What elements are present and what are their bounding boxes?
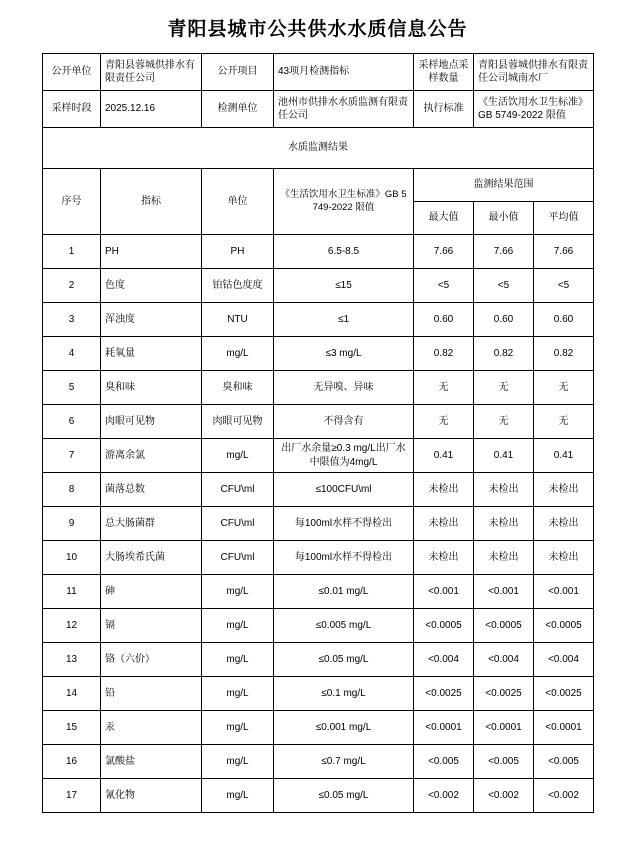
cell-index: 10 — [43, 541, 101, 575]
cell-index: 11 — [43, 575, 101, 609]
cell-standard: ≤15 — [274, 269, 414, 303]
table-row — [43, 745, 594, 779]
cell-index: 15 — [43, 711, 101, 745]
cell-standard: ≤0.1 mg/L — [274, 677, 414, 711]
cell-max: <0.0025 — [414, 677, 474, 711]
header-standard: 《生活饮用水卫生标准》GB 5749-2022 限值 — [274, 169, 414, 235]
cell-avg: <0.005 — [534, 745, 594, 779]
cell-standard: 出厂水余量≥0.3 mg/L出厂水中限值为4mg/L — [274, 439, 414, 473]
cell-indicator: 菌落总数 — [101, 473, 202, 507]
cell-indicator: 氰化物 — [101, 779, 202, 813]
cell-index: 1 — [43, 235, 101, 269]
water-quality-table — [42, 53, 594, 813]
info-value-test-unit: 池州市供排水水质监测有限责任公司 — [274, 91, 414, 128]
info-value-sample-period: 2025.12.16 — [101, 91, 202, 128]
cell-unit: mg/L — [202, 779, 274, 813]
table-row — [43, 507, 594, 541]
header-range: 监测结果范围 — [414, 169, 594, 202]
cell-standard: ≤0.05 mg/L — [274, 643, 414, 677]
cell-avg: 0.60 — [534, 303, 594, 337]
cell-avg: 未检出 — [534, 507, 594, 541]
cell-standard: ≤3 mg/L — [274, 337, 414, 371]
cell-indicator: 肉眼可见物 — [101, 405, 202, 439]
cell-index: 3 — [43, 303, 101, 337]
cell-standard: ≤0.7 mg/L — [274, 745, 414, 779]
cell-indicator: 镉 — [101, 609, 202, 643]
table-row — [43, 405, 594, 439]
table-row — [43, 473, 594, 507]
cell-avg: 未检出 — [534, 473, 594, 507]
header-min: 最小值 — [474, 202, 534, 235]
cell-min: <0.0025 — [474, 677, 534, 711]
info-value-public-unit: 青阳县蓉城供排水有限责任公司 — [101, 54, 202, 91]
table-row — [43, 609, 594, 643]
cell-max: 无 — [414, 405, 474, 439]
cell-max: 0.41 — [414, 439, 474, 473]
info-value-sample-site: 青阳县蓉城供排水有限责任公司城南水厂 — [474, 54, 594, 91]
info-value-standard: 《生活饮用水卫生标准》GB 5749-2022 限值 — [474, 91, 594, 128]
cell-avg: 无 — [534, 405, 594, 439]
cell-max: <0.0005 — [414, 609, 474, 643]
table-row — [43, 439, 594, 473]
cell-avg: <0.0001 — [534, 711, 594, 745]
cell-avg: 0.82 — [534, 337, 594, 371]
cell-indicator: 浑浊度 — [101, 303, 202, 337]
info-label-standard: 执行标准 — [414, 91, 474, 128]
cell-max: 0.82 — [414, 337, 474, 371]
table-row — [43, 643, 594, 677]
cell-min: <5 — [474, 269, 534, 303]
cell-min: 未检出 — [474, 507, 534, 541]
header-indicator: 指标 — [101, 169, 202, 235]
cell-avg: <0.001 — [534, 575, 594, 609]
cell-unit: mg/L — [202, 677, 274, 711]
info-label-public-project: 公开项目 — [202, 54, 274, 91]
cell-max: <0.0001 — [414, 711, 474, 745]
cell-avg: <0.004 — [534, 643, 594, 677]
cell-unit: mg/L — [202, 439, 274, 473]
cell-indicator: PH — [101, 235, 202, 269]
cell-max: <0.001 — [414, 575, 474, 609]
cell-indicator: 总大肠菌群 — [101, 507, 202, 541]
header-unit: 单位 — [202, 169, 274, 235]
cell-avg: <0.002 — [534, 779, 594, 813]
cell-indicator: 砷 — [101, 575, 202, 609]
info-label-sample-site: 采样地点采样数量 — [414, 54, 474, 91]
cell-min: <0.002 — [474, 779, 534, 813]
cell-min: 未检出 — [474, 473, 534, 507]
header-index: 序号 — [43, 169, 101, 235]
cell-max: 未检出 — [414, 541, 474, 575]
table-row — [43, 541, 594, 575]
cell-standard: 每100ml水样不得检出 — [274, 507, 414, 541]
cell-avg: 7.66 — [534, 235, 594, 269]
cell-max: 0.60 — [414, 303, 474, 337]
cell-standard: ≤1 — [274, 303, 414, 337]
cell-max: <0.002 — [414, 779, 474, 813]
cell-max: <5 — [414, 269, 474, 303]
cell-index: 13 — [43, 643, 101, 677]
cell-max: <0.004 — [414, 643, 474, 677]
cell-unit: CFU\ml — [202, 473, 274, 507]
cell-unit: NTU — [202, 303, 274, 337]
cell-unit: CFU\ml — [202, 541, 274, 575]
cell-index: 2 — [43, 269, 101, 303]
cell-min: <0.0001 — [474, 711, 534, 745]
cell-indicator: 铬（六价） — [101, 643, 202, 677]
cell-index: 9 — [43, 507, 101, 541]
cell-index: 5 — [43, 371, 101, 405]
table-row — [43, 303, 594, 337]
cell-min: 0.41 — [474, 439, 534, 473]
cell-max: 7.66 — [414, 235, 474, 269]
cell-unit: mg/L — [202, 711, 274, 745]
info-label-public-unit: 公开单位 — [43, 54, 101, 91]
cell-unit: mg/L — [202, 643, 274, 677]
cell-index: 17 — [43, 779, 101, 813]
table-row — [43, 677, 594, 711]
header-avg: 平均值 — [534, 202, 594, 235]
cell-min: <0.001 — [474, 575, 534, 609]
cell-indicator: 色度 — [101, 269, 202, 303]
section-title-row — [43, 128, 594, 169]
cell-standard: ≤100CFU\ml — [274, 473, 414, 507]
table-row — [43, 269, 594, 303]
cell-min: 无 — [474, 371, 534, 405]
cell-standard: ≤0.05 mg/L — [274, 779, 414, 813]
cell-min: <0.0005 — [474, 609, 534, 643]
cell-unit: CFU\ml — [202, 507, 274, 541]
cell-unit: PH — [202, 235, 274, 269]
cell-standard: ≤0.01 mg/L — [274, 575, 414, 609]
cell-avg: 0.41 — [534, 439, 594, 473]
cell-max: 未检出 — [414, 473, 474, 507]
table-row — [43, 575, 594, 609]
cell-index: 6 — [43, 405, 101, 439]
cell-indicator: 臭和味 — [101, 371, 202, 405]
cell-indicator: 大肠埃希氏菌 — [101, 541, 202, 575]
cell-min: <0.004 — [474, 643, 534, 677]
cell-index: 12 — [43, 609, 101, 643]
cell-standard: ≤0.005 mg/L — [274, 609, 414, 643]
cell-unit: mg/L — [202, 609, 274, 643]
cell-max: 未检出 — [414, 507, 474, 541]
cell-max: <0.005 — [414, 745, 474, 779]
cell-indicator: 氯酸盐 — [101, 745, 202, 779]
info-row-1 — [43, 54, 594, 91]
cell-avg: 无 — [534, 371, 594, 405]
cell-avg: <5 — [534, 269, 594, 303]
table-row — [43, 779, 594, 813]
cell-standard: 无异嗅、异味 — [274, 371, 414, 405]
info-row-2 — [43, 91, 594, 128]
cell-max: 无 — [414, 371, 474, 405]
cell-indicator: 耗氧量 — [101, 337, 202, 371]
cell-standard: ≤0.001 mg/L — [274, 711, 414, 745]
cell-index: 8 — [43, 473, 101, 507]
cell-unit: 臭和味 — [202, 371, 274, 405]
cell-min: 7.66 — [474, 235, 534, 269]
table-header-row-1 — [43, 169, 594, 202]
page-title: 青阳县城市公共供水水质信息公告 — [167, 19, 468, 40]
cell-avg: 未检出 — [534, 541, 594, 575]
cell-standard: 不得含有 — [274, 405, 414, 439]
cell-avg: <0.0005 — [534, 609, 594, 643]
cell-min: 0.60 — [474, 303, 534, 337]
table-row — [43, 235, 594, 269]
cell-min: 未检出 — [474, 541, 534, 575]
cell-unit: 肉眼可见物 — [202, 405, 274, 439]
cell-index: 14 — [43, 677, 101, 711]
cell-min: <0.005 — [474, 745, 534, 779]
cell-unit: 铂钴色度度 — [202, 269, 274, 303]
cell-min: 无 — [474, 405, 534, 439]
cell-indicator: 游离余氯 — [101, 439, 202, 473]
cell-unit: mg/L — [202, 337, 274, 371]
cell-avg: <0.0025 — [534, 677, 594, 711]
cell-index: 7 — [43, 439, 101, 473]
section-title-result: 水质监测结果 — [43, 128, 594, 169]
cell-index: 4 — [43, 337, 101, 371]
info-label-test-unit: 检测单位 — [202, 91, 274, 128]
header-max: 最大值 — [414, 202, 474, 235]
table-row — [43, 337, 594, 371]
cell-standard: 6.5-8.5 — [274, 235, 414, 269]
info-value-public-project: 43项月检测指标 — [274, 54, 414, 91]
table-row — [43, 711, 594, 745]
cell-unit: mg/L — [202, 575, 274, 609]
cell-indicator: 铅 — [101, 677, 202, 711]
cell-indicator: 汞 — [101, 711, 202, 745]
cell-min: 0.82 — [474, 337, 534, 371]
cell-index: 16 — [43, 745, 101, 779]
cell-standard: 每100ml水样不得检出 — [274, 541, 414, 575]
table-row — [43, 371, 594, 405]
info-label-sample-period: 采样时段 — [43, 91, 101, 128]
cell-unit: mg/L — [202, 745, 274, 779]
